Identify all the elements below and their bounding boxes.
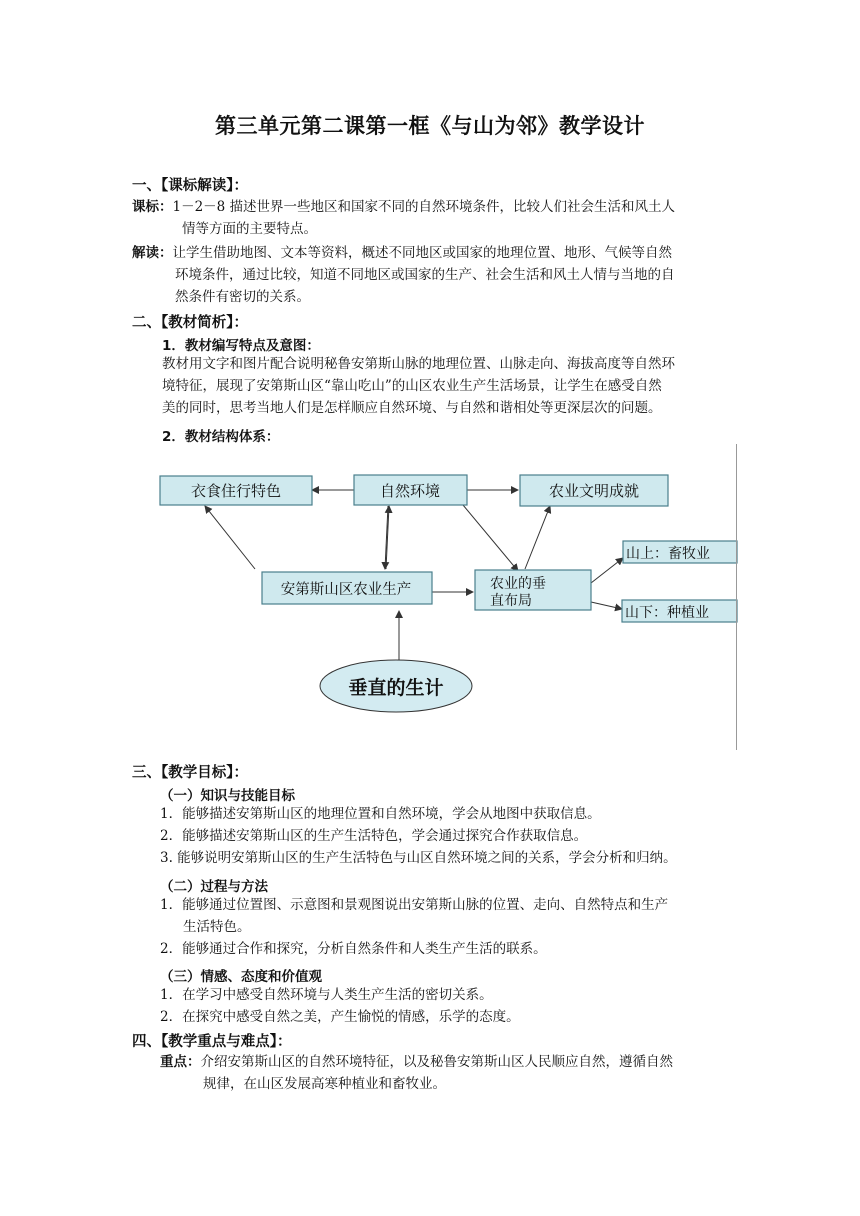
box-chuizhi bbox=[475, 570, 591, 610]
textbook-feature-line3: 美的同时，思考当地人们是怎样顺应自然环境、与自然和谐相处等更深层次的问题。 bbox=[162, 400, 662, 416]
goal-2-item-1b: 生活特色。 bbox=[183, 919, 251, 935]
curriculum-text-line2: 情等方面的主要特点。 bbox=[182, 221, 317, 237]
interpretation-block bbox=[132, 242, 675, 308]
goal-1-item-2: 2．能够描述安第斯山区的生产生活特色，学会通过探究合作获取信息。 bbox=[160, 828, 588, 844]
box-shanshang bbox=[623, 541, 737, 563]
curriculum-standard-block bbox=[132, 196, 675, 240]
arrow-andisi-to-yishi bbox=[205, 506, 255, 569]
section-1-heading: 一、【课标解读】： bbox=[132, 178, 248, 194]
interpretation-line2: 环境条件，通过比较，知道不同地区或国家的生产、社会生活和风土人情与当地的自 bbox=[175, 267, 675, 283]
goal-1-heading: （一）知识与技能目标 bbox=[160, 788, 295, 804]
goal-3-list bbox=[160, 984, 520, 1028]
key-point-label: 重点： bbox=[160, 1054, 201, 1070]
box-chuizhi-label-line1: 农业的垂 bbox=[490, 576, 546, 592]
textbook-feature-subheading: 1．教材编写特点及意图： bbox=[162, 338, 320, 354]
structure-diagram bbox=[150, 444, 750, 754]
curriculum-text-line1: 1－2－8 描述世界一些地区和国家不同的自然环境条件，比较人们社会生活和风土人 bbox=[172, 199, 676, 215]
ellipse-label: 垂直的生计 bbox=[348, 677, 444, 699]
arrow-chuizhi-to-shanshang bbox=[591, 558, 623, 583]
interpretation-line3: 然条件有密切的关系。 bbox=[175, 289, 310, 305]
box-shanxia-label: 山下：种植业 bbox=[625, 605, 709, 621]
box-shanshang-label: 山上：畜牧业 bbox=[626, 546, 710, 562]
goal-1-item-1: 1．能够描述安第斯山区的地理位置和自然环境，学会从地图中获取信息。 bbox=[160, 806, 601, 822]
box-chuizhi-label-line2: 直布局 bbox=[490, 593, 532, 609]
key-point-line1: 介绍安第斯山区的自然环境特征，以及秘鲁安第斯山区人民顺应自然，遵循自然 bbox=[200, 1054, 673, 1070]
textbook-feature-paragraph bbox=[162, 353, 675, 419]
goal-3-item-1: 1．在学习中感受自然环境与人类生产生活的密切关系。 bbox=[160, 987, 493, 1003]
document-title: 第三单元第二课第一框《与山为邻》教学设计 bbox=[215, 114, 645, 138]
key-point-block bbox=[160, 1051, 673, 1095]
box-nongye-wenming-label: 农业文明成就 bbox=[548, 482, 640, 500]
box-andisi bbox=[262, 572, 432, 604]
textbook-structure-subheading: 2．教材结构体系： bbox=[162, 429, 280, 445]
section-2-heading: 二、【教材简析】： bbox=[132, 315, 248, 331]
interpretation-label: 解读： bbox=[132, 245, 173, 261]
diagram-edge-line bbox=[736, 444, 737, 750]
interpretation-line1: 让学生借助地图、文本等资料，概述不同地区或国家的地理位置、地形、气候等自然 bbox=[172, 245, 672, 261]
textbook-feature-line1: 教材用文字和图片配合说明秘鲁安第斯山脉的地理位置、山脉走向、海拔高度等自然环 bbox=[162, 356, 675, 372]
arrow-ziran-to-chuizhi bbox=[463, 505, 518, 571]
arrow-chuizhi-to-shanxia bbox=[591, 602, 622, 609]
goal-2-item-1a: 1．能够通过位置图、示意图和景观图说出安第斯山脉的位置、走向、自然特点和生产 bbox=[160, 897, 669, 913]
box-yishi bbox=[160, 476, 312, 505]
box-shanxia bbox=[622, 600, 737, 622]
goal-1-item-3: 3. 能够说明安第斯山区的生产生活特色与山区自然环境之间的关系，学会分析和归纳。 bbox=[160, 850, 677, 866]
goal-3-heading: （三）情感、态度和价值观 bbox=[160, 969, 322, 985]
box-yishi-label: 衣食住行特色 bbox=[190, 482, 282, 500]
ellipse-chuizhi-shengji bbox=[320, 660, 472, 712]
box-ziran-label: 自然环境 bbox=[379, 482, 441, 500]
arrow-chuizhi-to-wenming bbox=[525, 506, 550, 569]
box-andisi-label: 安第斯山区农业生产 bbox=[280, 582, 412, 598]
goal-2-heading: （二）过程与方法 bbox=[160, 879, 268, 895]
section-3-heading: 三、【教学目标】： bbox=[132, 765, 248, 781]
goal-1-list bbox=[160, 803, 677, 869]
goal-2-list bbox=[160, 894, 668, 960]
key-point-line2: 规律，在山区发展高寒种植业和畜牧业。 bbox=[203, 1076, 446, 1092]
section-4-heading: 四、【教学重点与难点】： bbox=[132, 1034, 292, 1050]
curriculum-label: 课标： bbox=[132, 199, 173, 215]
goal-2-item-2: 2．能够通过合作和探究，分析自然条件和人类生产生活的联系。 bbox=[160, 941, 547, 957]
box-nongye-wenming bbox=[520, 475, 668, 506]
goal-3-item-2: 2．在探究中感受自然之美，产生愉悦的情感，乐学的态度。 bbox=[160, 1009, 520, 1025]
box-ziran bbox=[354, 475, 467, 505]
textbook-feature-line2: 境特征，展现了安第斯山区“靠山吃山”的山区农业生产生活场景，让学生在感受自然 bbox=[162, 378, 662, 394]
